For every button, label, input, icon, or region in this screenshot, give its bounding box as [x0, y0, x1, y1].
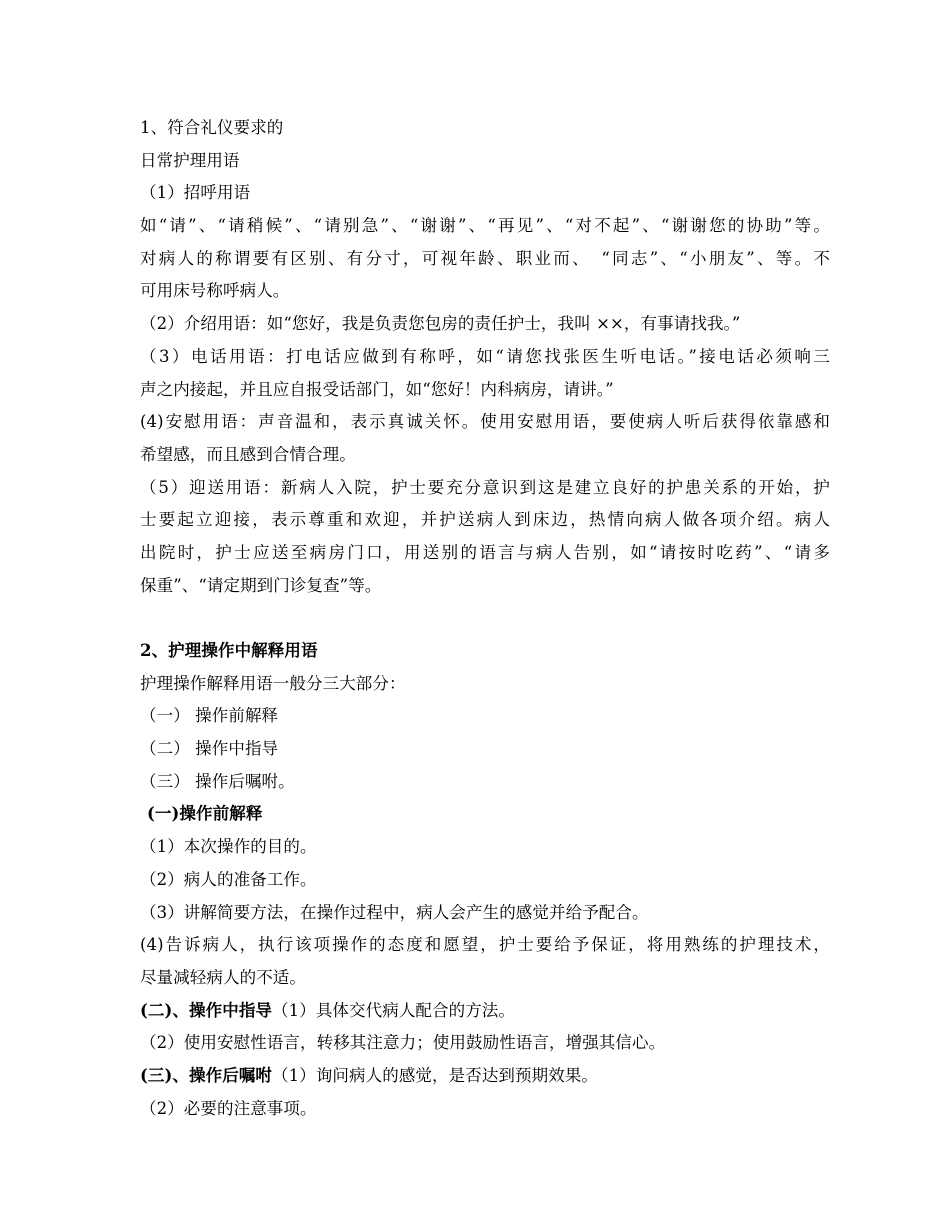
pre-item-1: （1）本次操作的目的。 [140, 837, 317, 857]
welcome-line-4: 保重”、“请定期到门诊复查”等。 [140, 575, 382, 595]
during-item-2: （2）使用安慰性语言，转移其注意力；使用鼓励性语言，增强其信心。 [140, 1033, 666, 1053]
part-two: （二） 操作中指导 [140, 739, 279, 759]
greeting-title: （1）招呼用语 [140, 183, 251, 203]
after-item-2: （2）必要的注意事项。 [140, 1098, 317, 1118]
part-one: （一） 操作前解释 [140, 706, 279, 726]
after-operation-row [140, 1060, 830, 1093]
introduction-item: （2）介绍用语：如“您好，我是负责您包房的责任护士，我叫 ××，有事请找我。” [140, 314, 741, 334]
phone-line-2: 声之内接起，并且应自报受话部门，如“您好！内科病房，请讲。” [140, 379, 614, 399]
greeting-line-2: 对病人的称谓要有区别、有分寸，可视年龄、职业而、 “同志”、“小朋友”、等。不 [140, 248, 830, 268]
welcome-line-2: 士要起立迎接，表示尊重和欢迎，并护送病人到床边，热情向病人做各项介绍。病人 [140, 510, 830, 530]
during-operation-row [140, 995, 830, 1028]
pre-item-4-line-1: (4)告诉病人，执行该项操作的态度和愿望，护士要给予保证，将用熟练的护理技术， [140, 935, 830, 955]
section1-subheading: 日常护理用语 [140, 150, 240, 170]
pre-item-4-line-2: 尽量减轻病人的不适。 [140, 967, 306, 987]
comfort-line-2: 希望感，而且感到合情合理。 [140, 444, 356, 464]
section2-heading: 2、护理操作中解释用语 [140, 641, 318, 660]
greeting-line-3: 可用床号称呼病人。 [140, 281, 290, 301]
pre-item-3: （3）讲解简要方法，在操作过程中，病人会产生的感觉并给予配合。 [140, 902, 649, 922]
phone-line-1: （3）电话用语：打电话应做到有称呼，如“请您找张医生听电话。”接电话必须响三 [140, 346, 830, 366]
section2-intro: 护理操作解释用语一般分三大部分： [140, 673, 406, 693]
document-body [140, 112, 830, 1125]
after-item-1: （1）询问病人的感觉，是否达到预期效果。 [272, 1065, 599, 1085]
welcome-line-3: 出院时，护士应送至病房门口，用送别的语言与病人告别，如“请按时吃药”、“请多 [140, 542, 830, 562]
section1-heading: 1、符合礼仪要求的 [140, 118, 284, 137]
comfort-line-1: (4)安慰用语：声音温和，表示真诚关怀。使用安慰用语，要使病人听后获得依靠感和 [140, 412, 830, 432]
during-item-1: （1）具体交代病人配合的方法。 [272, 1000, 516, 1020]
part-three: （三） 操作后嘱咐。 [140, 771, 295, 791]
section-spacer [140, 602, 830, 635]
welcome-line-1: （5）迎送用语：新病人入院，护士要充分意识到这是建立良好的护患关系的开始，护 [140, 477, 830, 497]
pre-item-2: （2）病人的准备工作。 [140, 869, 317, 889]
during-operation-title: (二)、操作中指导 [140, 1000, 273, 1020]
greeting-line-1: 如“请”、“请稍候”、“请别急”、“谢谢”、“再见”、“对不起”、“谢谢您的协助”等。 [140, 216, 830, 236]
pre-operation-title: (一)操作前解释 [147, 804, 263, 824]
after-operation-title: (三)、操作后嘱咐 [140, 1065, 273, 1085]
